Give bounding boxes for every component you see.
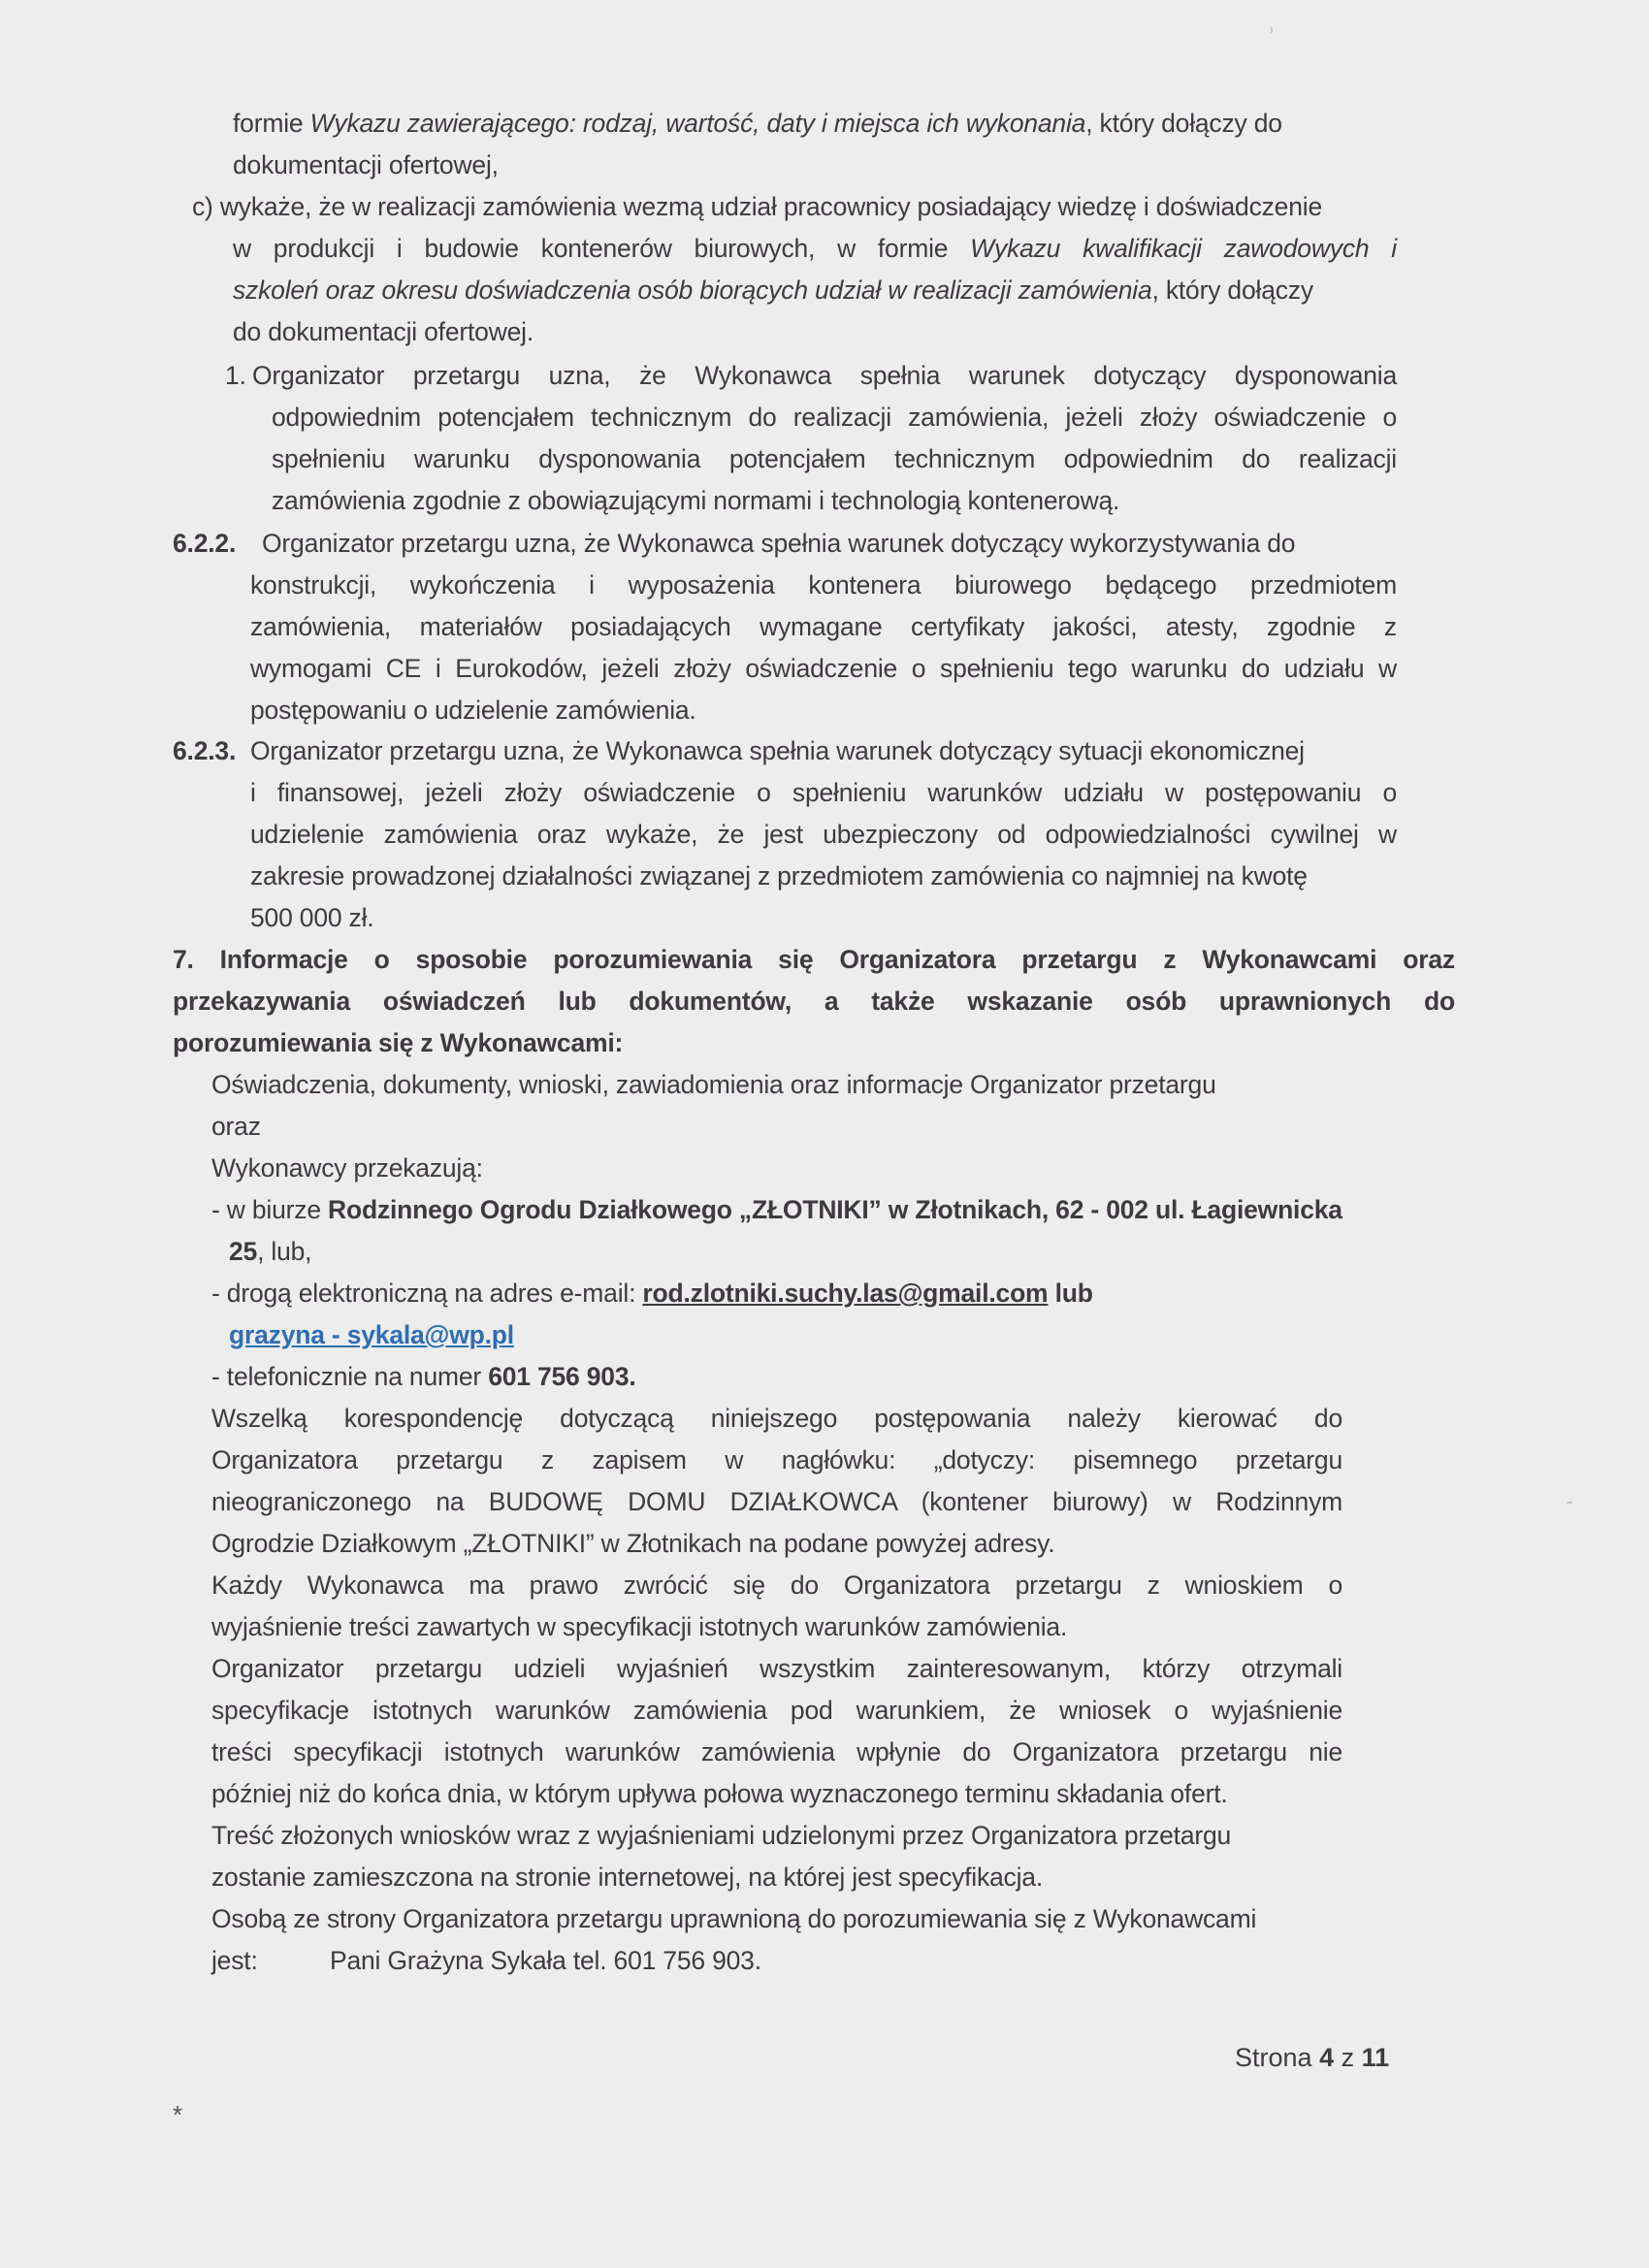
item-c-line-1: c) wykaże, że w realizacji zamówienia wezmą udział pracownicy posiadający wiedzę i doświadczenie xyxy=(192,192,1322,221)
p2-line-2: Organizatora przetargu z zapisem w nagłówku: „dotyczy: pisemnego przetargu xyxy=(211,1445,1342,1474)
email-line-2 xyxy=(229,1318,514,1351)
item-c-line-4: do dokumentacji ofertowej. xyxy=(233,317,534,346)
p6-line-1: Osobą ze strony Organizatora przetargu uprawnioną do porozumiewania się z Wykonawcami xyxy=(211,1904,1257,1933)
phone-line xyxy=(211,1360,636,1393)
current-page: 4 xyxy=(1319,2043,1335,2072)
section-7-heading-line-3: porozumiewania się z Wykonawcami: xyxy=(173,1028,624,1057)
email-line xyxy=(211,1277,1093,1310)
p3-line-1: Każdy Wykonawca ma prawo zwrócić się do Organizatora przetargu z wnioskiem o xyxy=(211,1571,1342,1600)
p2-line-4: Ogrodzie Działkowym „ZŁOTNIKI” w Złotnikach na podane powyżej adresy. xyxy=(211,1529,1055,1558)
contact-person: Pani Grażyna Sykała tel. 601 756 903. xyxy=(330,1946,761,1975)
italic-run: szkoleń oraz okresu doświadczenia osób biorących udział w realizacji zamówienia xyxy=(233,275,1152,305)
scan-speck xyxy=(1271,27,1273,33)
office-line-2 xyxy=(229,1235,311,1268)
section-622-line-3: zamówienia, materiałów posiadających wymagane certyfikaty jakości, atesty, zgodnie z xyxy=(250,612,1397,641)
section-623-line-4: zakresie prowadzonej działalności związanej z przedmiotem zamówienia co najmniej na kwotę xyxy=(250,861,1308,891)
email-link-secondary[interactable]: grazyna - sykala@wp.pl xyxy=(229,1320,514,1349)
text-run: formie xyxy=(233,109,310,138)
item-c-line-3 xyxy=(233,274,1313,307)
text-run: Strona xyxy=(1235,2043,1320,2072)
p2-line-3: nieograniczonego na BUDOWĘ DOMU DZIAŁKOWCA (kontener biurowy) w Rodzinnym xyxy=(211,1487,1342,1516)
p2-line-1: Wszelką korespondencję dotyczącą niniejszego postępowania należy kierować do xyxy=(211,1404,1342,1433)
office-street-number: 25 xyxy=(229,1237,258,1266)
phone-number: 601 756 903. xyxy=(488,1362,636,1391)
section-622-line-5: postępowaniu o udzielenie zamówienia. xyxy=(250,696,696,725)
text-run: - drogą elektroniczną na adres e-mail: xyxy=(211,1279,643,1308)
section-623-number: 6.2.3. xyxy=(173,736,237,765)
section-7-heading-line-2: przekazywania oświadczeń lub dokumentów, a także wskazanie osób uprawnionych do xyxy=(173,987,1455,1016)
section-623-line-3: udzielenie zamówienia oraz wykaże, że jest ubezpieczony od odpowiedzialności cywilnej w xyxy=(250,820,1397,849)
section-622-line-1: Organizator przetargu uzna, że Wykonawca spełnia warunek dotyczący wykorzystywania do xyxy=(262,529,1296,558)
text-run: lub xyxy=(1048,1279,1093,1308)
section-622-number: 6.2.2. xyxy=(173,529,237,558)
intro-line-1 xyxy=(233,107,1282,140)
p1-line-1: Oświadczenia, dokumenty, wnioski, zawiadomienia oraz informacje Organizator przetargu xyxy=(211,1070,1216,1099)
section-622-line-4: wymogami CE i Eurokodów, jeżeli złoży oświadczenie o spełnieniu tego warunku do udziału w xyxy=(250,654,1397,683)
text-run: , lub, xyxy=(257,1237,312,1266)
text-run: - telefonicznie na numer xyxy=(211,1362,489,1391)
total-pages: 11 xyxy=(1361,2043,1390,2072)
p5-line-2: zostanie zamieszczona na stronie internetowej, na której jest specyfikacja. xyxy=(211,1863,1043,1892)
section-623-line-1: Organizator przetargu uzna, że Wykonawca spełnia warunek dotyczący sytuacji ekonomicznej xyxy=(250,736,1305,765)
section-623-line-5: 500 000 zł. xyxy=(250,903,374,932)
office-address: w Złotnikach, 62 - 002 ul. Łagiewnicka xyxy=(881,1195,1342,1224)
p4-line-2: specyfikacje istotnych warunków zamówienia pod warunkiem, że wniosek o wyjaśnienie xyxy=(211,1696,1342,1725)
text-run: z xyxy=(1334,2043,1362,2072)
email-link-primary[interactable]: rod.zlotniki.suchy.las@gmail.com xyxy=(642,1279,1049,1308)
item-1-line-1: Organizator przetargu uzna, że Wykonawca spełnia warunek dotyczący dysponowania xyxy=(252,361,1397,390)
item-1-line-4: zamówienia zgodnie z obowiązującymi normami i technologią kontenerową. xyxy=(272,486,1120,515)
item-c-line-2 xyxy=(233,232,1397,265)
scan-speck xyxy=(1567,1502,1572,1504)
office-line xyxy=(211,1193,1342,1226)
p3-line-2: wyjaśnienie treści zawartych w specyfikacji istotnych warunków zamówienia. xyxy=(211,1612,1068,1641)
office-name: Rodzinnego Ogrodu Działkowego „ZŁOTNIKI” xyxy=(328,1195,882,1224)
text-run: w produkcji i budowie kontenerów biurowych, w formie xyxy=(233,234,971,263)
text-run: - w biurze xyxy=(211,1195,329,1224)
intro-line-2: dokumentacji ofertowej, xyxy=(233,150,499,179)
section-622-line-2: konstrukcji, wykończenia i wyposażenia kontenera biurowego będącego przedmiotem xyxy=(250,570,1397,599)
italic-run: Wykazu zawierającego: rodzaj, wartość, daty i miejsca ich wykonania xyxy=(309,109,1086,138)
section-623-line-2: i finansowej, jeżeli złoży oświadczenie o spełnieniu warunków udziału w postępowaniu o xyxy=(250,778,1397,807)
text-run: , który dołączy do xyxy=(1085,109,1282,138)
margin-asterisk-mark: * xyxy=(173,2100,183,2129)
p1-line-3: Wykonawcy przekazują: xyxy=(211,1153,483,1183)
section-7-heading-line-1: 7. Informacje o sposobie porozumiewania się Organizatora przetargu z Wykonawcami oraz xyxy=(173,945,1455,974)
italic-run: Wykazu kwalifikacji zawodowych i xyxy=(970,234,1397,263)
p6-line-2a: jest: xyxy=(211,1946,258,1975)
item-1-line-3: spełnieniu warunku dysponowania potencjałem technicznym odpowiednim do realizacji xyxy=(272,444,1397,473)
p4-line-3: treści specyfikacji istotnych warunków zamówienia wpłynie do Organizatora przetargu nie xyxy=(211,1737,1342,1766)
p4-line-1: Organizator przetargu udzieli wyjaśnień wszystkim zainteresowanym, którzy otrzymali xyxy=(211,1654,1342,1683)
p1-line-2: oraz xyxy=(211,1112,261,1141)
p5-line-1: Treść złożonych wniosków wraz z wyjaśnieniami udzielonymi przez Organizatora przetargu xyxy=(211,1821,1232,1850)
page-number-footer xyxy=(1235,2043,1389,2073)
item-1-number: 1. xyxy=(225,361,246,390)
item-1-line-2: odpowiednim potencjałem technicznym do realizacji zamówienia, jeżeli złoży oświadczenie o xyxy=(272,403,1397,432)
text-run: , który dołączy xyxy=(1151,275,1313,305)
p4-line-4: później niż do końca dnia, w którym upływa połowa wyznaczonego terminu składania ofert. xyxy=(211,1779,1228,1808)
